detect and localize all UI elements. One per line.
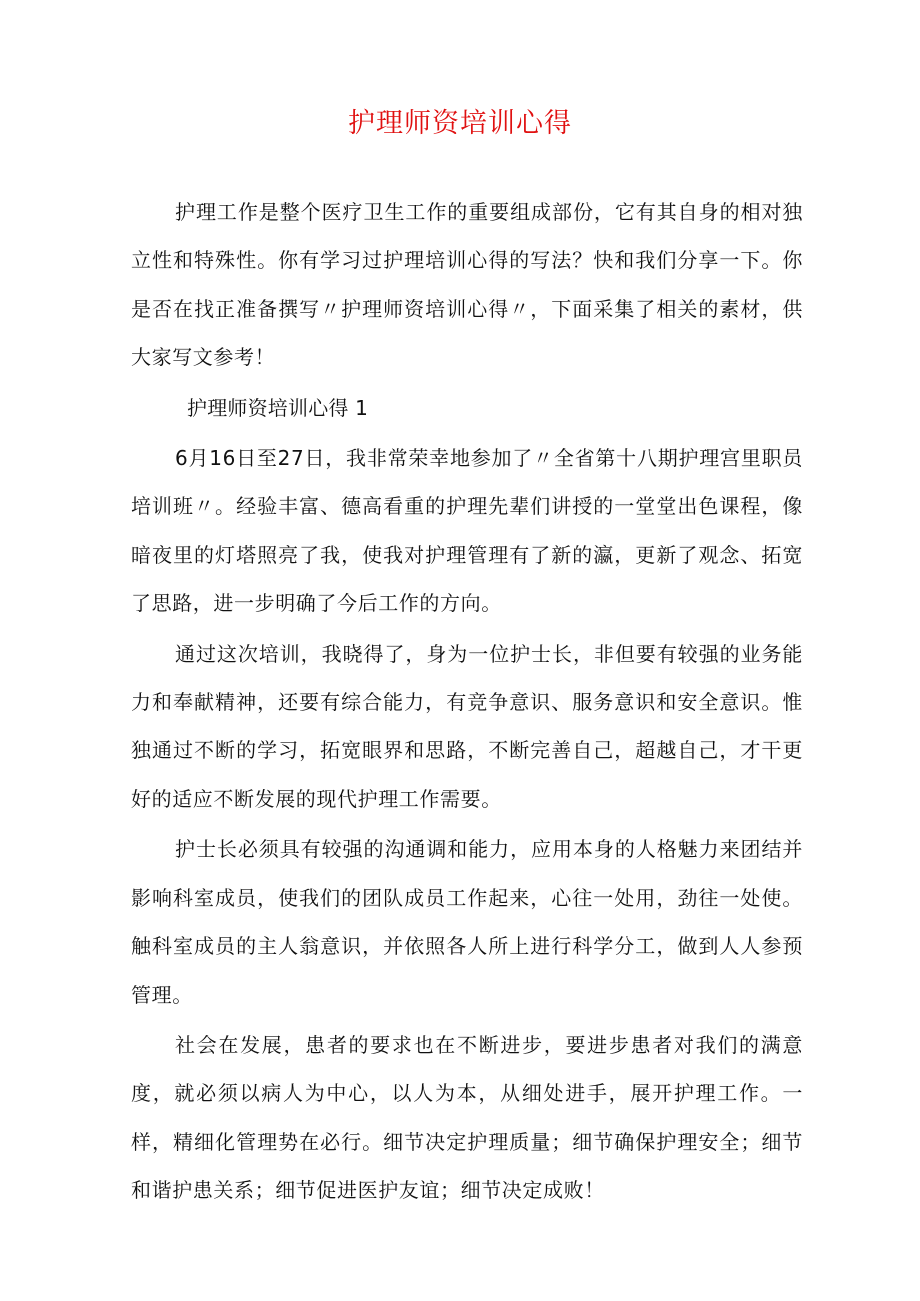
intro-paragraph: 护理工作是整个医疗卫生工作的重要组成部份，它有其自身的相对独立性和特殊性。你有学习过护理培训心得的写法？快和我们分享一下。你是否在找正准备撰写〃护理师资培训心得〃，下面采集了相关的素材，供大家写文参考！ — [131, 200, 803, 370]
body-paragraph-1: 6月16日至27日，我非常荣幸地参加了〃全省第十八期护理宫里职员培训班〃。经验丰富、德高看重的护理先辈们讲授的一堂堂出色课程，像暗夜里的灯塔照亮了我，使我对护理管理有了新的瀛，更新了观念、拓宽了思路，进一步明确了今后工作的方向。 — [131, 446, 803, 616]
body-paragraph-2: 通过这次培训，我晓得了，身为一位护士长，非但要有较强的业务能力和奉献精神，还要有综合能力，有竞争意识、服务意识和安全意识。惟独通过不断的学习，拓宽眼界和思路，不断完善自己，超越自己，才干更好的适应不断发展的现代护理工作需要。 — [131, 641, 803, 811]
body-paragraph-4: 社会在发展，患者的要求也在不断进步，要进步患者对我们的满意度，就必须以病人为中心，以人为本，从细处进手，展开护理工作。一样，精细化管理势在必行。细节决定护理质量；细节确保护理安全；细节和谐护患关系；细节促进医护友谊；细节决定成败！ — [131, 1032, 803, 1203]
document-title: 护理师资培训心得 — [348, 108, 572, 139]
body-paragraph-3: 护士长必须具有较强的沟通调和能力，应用本身的人格魅力来团结并影响科室成员，使我们的团队成员工作起来，心往一处用，劲往一处使。触科室成员的主人翁意识，并依照各人所上进行科学分工，做到人人参预管理。 — [131, 837, 803, 1007]
section-heading: 护理师资培训心得 1 — [187, 395, 369, 420]
document-body — [131, 188, 803, 1215]
